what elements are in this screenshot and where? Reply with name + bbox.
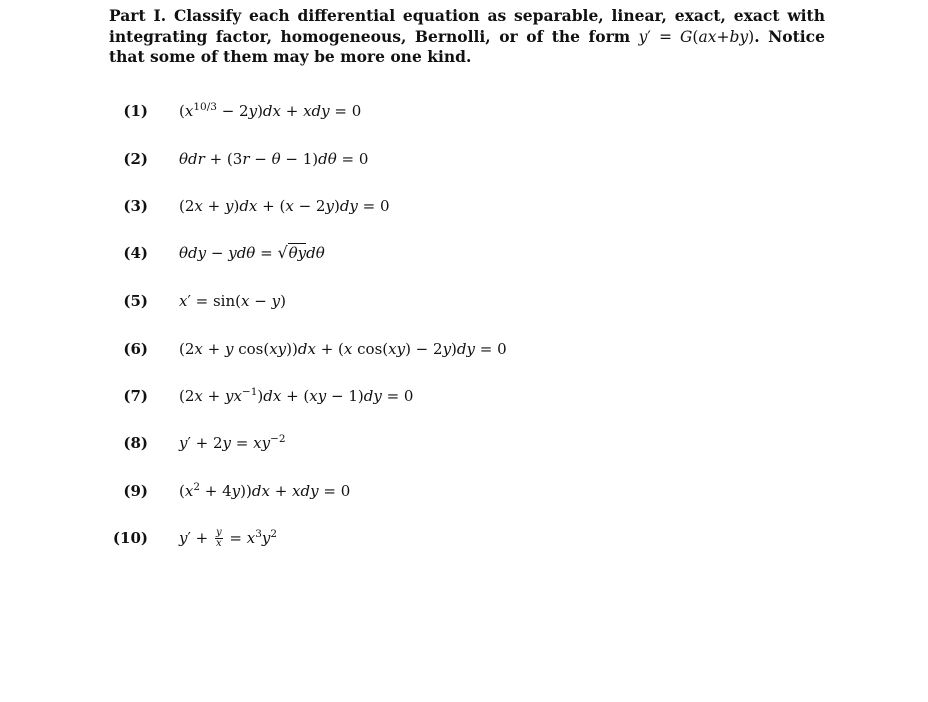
- problem-equation: x′ = sin(x − y): [179, 292, 286, 310]
- problem-equation: (2x + y)dx + (x − 2y)dy = 0: [179, 197, 390, 215]
- part-label: Part I.: [109, 6, 167, 25]
- instructions-text-before: Classify each differential equation as separable, linear, exact, exact with integrating factor, homogeneous, Bernolli, or of the form: [109, 6, 825, 46]
- problem-equation: θdy − ydθ = √θydθ: [179, 240, 325, 266]
- problem-number: (9): [123, 482, 148, 500]
- problem-number: (4): [123, 244, 148, 262]
- problem-equation: $(x^2 + 4y))dx$ + xdy = 0: [179, 481, 351, 500]
- problem-number: (8): [123, 434, 148, 452]
- problem-number: (7): [123, 387, 148, 405]
- problem-item: [0, 288, 900, 314]
- problem-number: (6): [123, 340, 148, 358]
- problem-item: [0, 98, 900, 124]
- problem-number: (5): [123, 292, 148, 310]
- fraction: $\frac{y}{x}$: [216, 526, 222, 549]
- problem-number: (1): [123, 102, 148, 120]
- problem-number: (2): [123, 150, 148, 168]
- problem-item: [0, 193, 900, 219]
- problem-equation: $(x^{10/3} - 2y)dx$ + xdy = 0: [179, 101, 362, 120]
- problem-equation: (2x + y cos(xy))dx + (x cos(xy) − 2y)dy = 0: [179, 340, 507, 358]
- problem-item: [0, 336, 900, 362]
- problem-item: [0, 430, 900, 456]
- instructions-text-after: . Notice that some of them may be more one kind.: [109, 26, 825, 66]
- problem-item: [0, 478, 900, 504]
- problem-equation: θdr + (3r − θ − 1)dθ = 0: [179, 150, 369, 168]
- problem-number: (10): [112, 529, 148, 547]
- problem-item: [0, 383, 900, 409]
- problem-number: (3): [123, 197, 148, 215]
- problem-equation: $(2x + yx^{-1})dx + (xy - 1)dy = 0$: [179, 386, 414, 405]
- square-root: √θy: [277, 243, 307, 262]
- problem-item: [0, 146, 900, 172]
- problem-equation: y′ + $\frac{y}{x}$ = $x^3y^2$: [179, 526, 278, 549]
- form-expression: y′ = G(ax+by): [638, 27, 755, 46]
- problem-item: [0, 525, 900, 551]
- problem-equation: $y' + 2y = xy^{-2}$: [179, 433, 286, 452]
- problem-item: [0, 240, 900, 266]
